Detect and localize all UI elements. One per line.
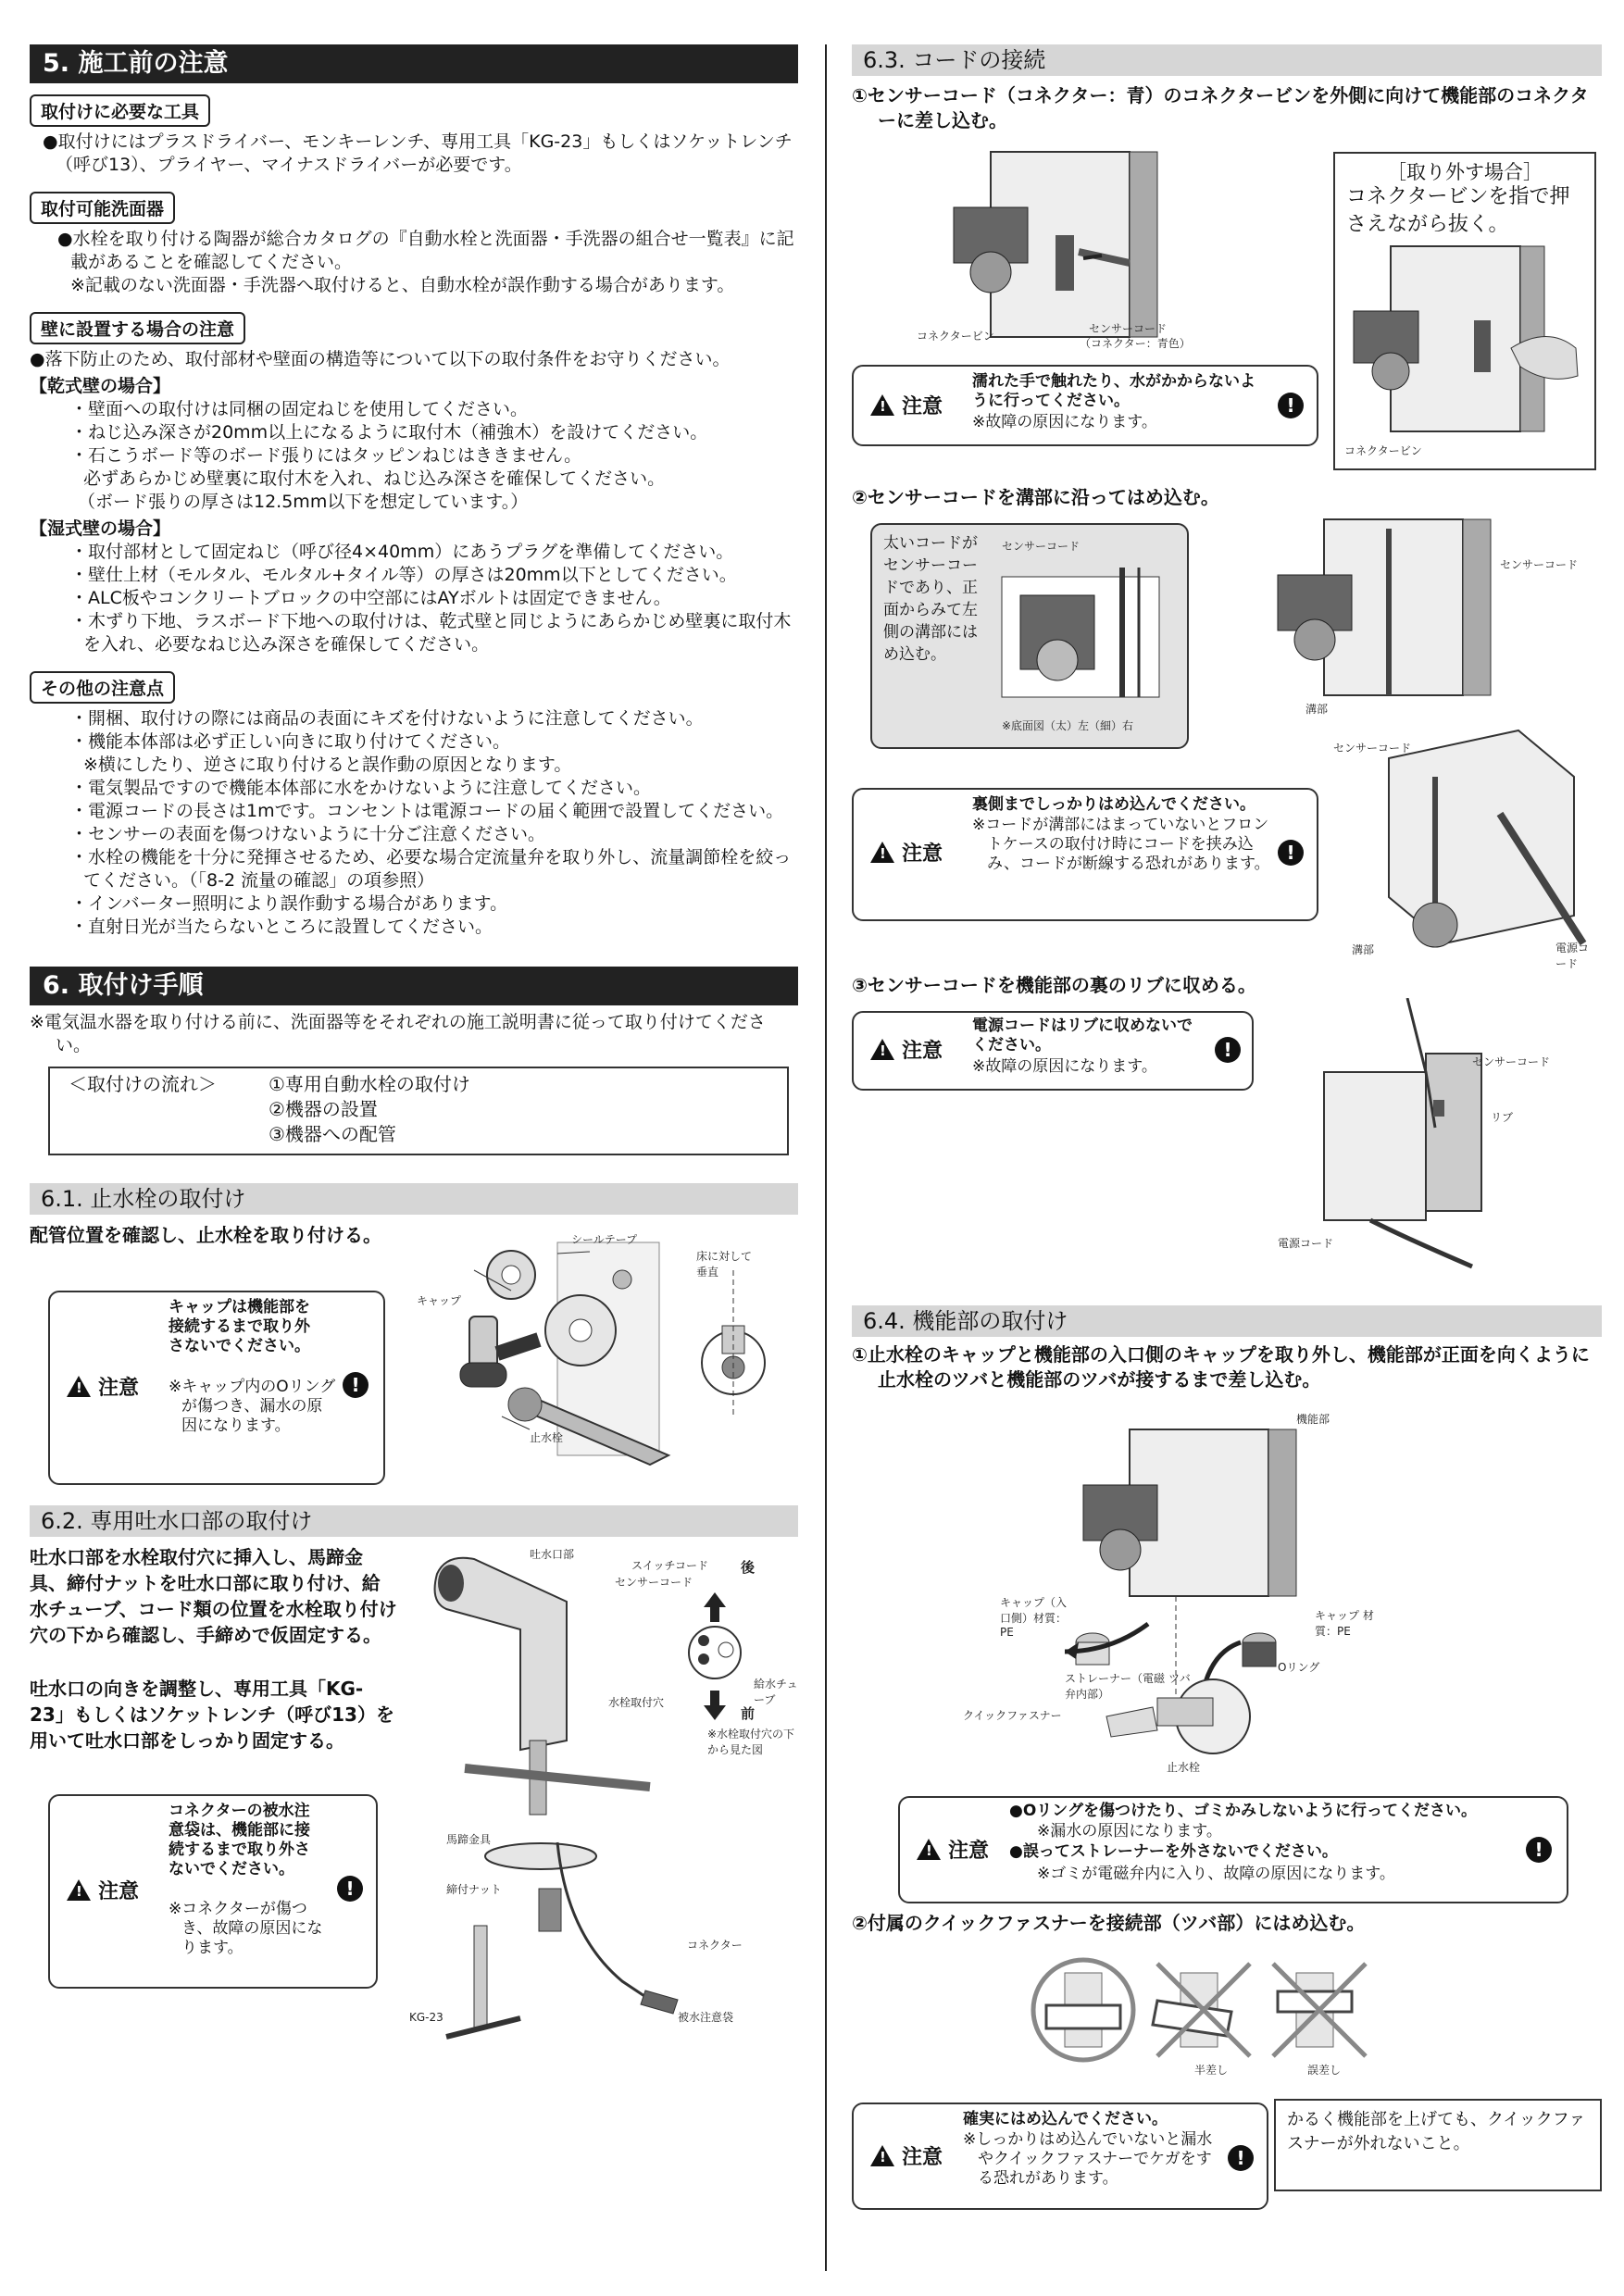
wet-wall-title: 【湿式壁の場合】: [30, 518, 171, 539]
exclamation-icon: !: [1278, 840, 1304, 866]
tools-title: 取付けに必要な工具: [30, 94, 210, 127]
caution-box-6-1: [48, 1291, 385, 1485]
section-6-4-title: 6.4. 機能部の取付け: [852, 1305, 1602, 1337]
step-6-3-2: ②センサーコードを溝部に沿ってはめ込む。: [852, 486, 1219, 508]
tools-text: ●取付けにはプラスドライバー、モンキーレンチ、専用工具「KG-23」もしくはソケットレンチ（呼び13）、プライヤー、マイナスドライバーが必要です。: [43, 131, 793, 175]
step-6-2-text2: 吐水口の向きを調整し、専用工具「KG-23」もしくはソケットレンチ（呼び13）を用いて吐水口部をしっかり固定する。: [30, 1678, 394, 1752]
label-waterproof-bag: 被水注意袋: [678, 2011, 734, 2024]
dry-item: ・ねじ込み深さが20mm以上になるように取付木（補強木）を設けてください。: [70, 422, 708, 443]
label-stop-valve: 止水栓: [1167, 1761, 1201, 1774]
removal-box: [1333, 152, 1596, 470]
caution-box-6-4-2: [852, 2103, 1268, 2210]
caution-bold: 電源コードはリブに収めないでください。: [972, 1017, 1193, 1054]
groove-diagram-2: [1333, 721, 1602, 971]
install-flow-box: [48, 1067, 789, 1155]
section-6-title: 6. 取付け手順: [30, 967, 798, 1005]
check-text: かるく機能部を上げても、クイックファスナーが外れないこと。: [1287, 2110, 1586, 2153]
label-seal-tape: シールテープ: [571, 1233, 638, 1246]
label-connector: コネクター: [687, 1939, 743, 1952]
flow-item: ①専用自動水栓の取付け: [269, 1073, 470, 1095]
caution-bold: コネクターの被水注意袋は、機能部に接続するまで取り外さないでください。: [169, 1802, 310, 1878]
other-title: その他の注意点: [30, 671, 175, 704]
label-strainer: ストレーナー（電磁弁内部）: [1065, 1672, 1166, 1701]
section-6-intro: ※電気温水器を取り付ける前に、洗面器等をそれぞれの施工説明書に従って取り付けてください。: [30, 1012, 766, 1055]
caution-box-6-4-1: [898, 1796, 1568, 1903]
label-sensor-cord: センサーコード: [615, 1576, 693, 1589]
spout-diagram: [409, 1537, 798, 2083]
caution-bold-2: ●誤ってストレーナーを外さないでください。: [1009, 1842, 1338, 1861]
step-6-3-1-figures: [852, 133, 1602, 485]
caution-bold: キャップは機能部を接続するまで取り外さないでください。: [169, 1298, 310, 1355]
warning-triangle-icon: [67, 1879, 91, 1901]
label-groove-2: 溝部: [1352, 943, 1375, 956]
wet-item: ・取付部材として固定ねじ（呼び径4×40mm）にあうプラグを準備してください。: [70, 542, 734, 562]
groove-illustration: [1222, 510, 1602, 714]
removal-title: ［取り外す場合］: [1387, 161, 1543, 183]
spout-illustration: [409, 1537, 798, 2083]
fastener-diagram: [1028, 1954, 1398, 2075]
dry-item: （ボード張りの厚さは12.5mm以下を想定しています。）: [78, 492, 529, 512]
label-half-inserted: 半差し: [1194, 2064, 1229, 2077]
step-6-4-1-figures: [852, 1392, 1602, 1911]
caution-label: ! 注意: [870, 2141, 943, 2170]
step-6-1-text: 配管位置を確認し、止水栓を取り付ける。: [30, 1224, 381, 1246]
other-item: ・水栓の機能を十分に発揮させるため、必要な場合定流量弁を取り外し、流量調節栓を絞ってください。（「8-2 流量の確認」の項参照）: [70, 847, 792, 891]
label-sensor-cord-2: センサーコード: [1333, 742, 1412, 755]
other-item: ・インバーター照明により誤作動する場合があります。: [70, 893, 508, 914]
flow-item: ②機器の設置: [269, 1098, 378, 1120]
section-6-2-title: 6.2. 専用吐水口部の取付け: [30, 1505, 798, 1537]
label-water-tube: 給水チューブ: [754, 1678, 798, 1706]
label-front: 前: [741, 1705, 756, 1722]
other-item: ・電気製品ですので機能本体部に水をかけないように注意してください。: [70, 778, 652, 798]
exclamation-icon: !: [337, 1876, 363, 1902]
label-sensor-cord: センサーコード: [1089, 322, 1168, 335]
connector-diagram: [917, 143, 1222, 356]
step-6-2-text1: 吐水口部を水栓取付穴に挿入し、馬蹄金具、締付ナットを吐水口部に取り付け、給水チューブ、コード類の位置を水栓取り付け穴の下から確認し、手締めで仮固定する。: [30, 1546, 397, 1646]
label-nut: 締付ナット: [446, 1883, 502, 1896]
section-6-2-body: [30, 1537, 798, 2083]
caution-note: ※キャップ内のOリングが傷つき、漏水の原因になります。: [169, 1378, 336, 1435]
function-unit-diagram: [926, 1411, 1518, 1772]
label-connector-blue: （コネクター：青色）: [1080, 337, 1191, 350]
basin-text: ●水栓を取り付ける陶器が総合カタログの『自動水栓と洗面器・手洗器の組合せ一覧表』に記載があることを確認してください。: [57, 229, 794, 272]
label-switch-cord: スイッチコード: [631, 1559, 709, 1572]
label-connector-pin: コネクタービン: [917, 330, 994, 343]
caution-box-6-2: [48, 1794, 378, 1989]
section-6-1-title: 6.1. 止水栓の取付け: [30, 1183, 798, 1215]
thick-cord-note: [870, 523, 1189, 749]
other-item: ・直射日光が当たらないところに設置してください。: [70, 917, 493, 937]
dry-item: ・石こうボード等のボード張りにはタッピンねじはききません。: [70, 445, 582, 466]
fastener-illustration: [1028, 1954, 1398, 2075]
caution-note: ※しっかりはめ込んでいないと漏水やクイックファスナーでケガをする恐れがあります。: [963, 2130, 1213, 2188]
basin-note: ※記載のない洗面器・手洗器へ取付けると、自動水栓が誤作動する場合があります。: [70, 275, 735, 295]
column-divider: [825, 44, 827, 2271]
label-cap-inlet: キャップ（入口側）材質：PE: [1000, 1596, 1068, 1639]
label-cap: キャップ: [417, 1294, 462, 1307]
other-item: ※横にしたり、逆さに取り付けると誤作動の原因となります。: [83, 755, 572, 775]
label-vertical: 床に対して垂直: [696, 1250, 753, 1279]
dry-item: ・壁面への取付けは同梱の固定ねじを使用してください。: [70, 399, 529, 419]
label-power-cord: 電源コード: [1278, 1237, 1334, 1250]
caution-note: ※故障の原因になります。: [972, 413, 1157, 431]
rib-diagram: [1268, 998, 1602, 1276]
step-6-3-3-figures: [852, 998, 1602, 1276]
caution-label: ! 注意: [67, 1876, 139, 1904]
label-faucet-hole: 水栓取付穴: [608, 1696, 665, 1709]
warning-triangle-icon: [67, 1376, 91, 1397]
warning-triangle-icon: [870, 1039, 894, 1060]
step-6-3-3: ③センサーコードを機能部の裏のリブに収める。: [852, 974, 1256, 996]
caution-label: ! 注意: [917, 1835, 989, 1864]
thick-cord-text: 太いコードがセンサーコードであり、正面からみて左側の溝部にはめ込む。: [883, 534, 978, 664]
step-6-3-2-figures: [852, 510, 1602, 973]
label-function-unit: 機能部: [1296, 1413, 1330, 1426]
groove-illustration-2: [1333, 721, 1602, 971]
flow-label: ＜取付けの流れ＞: [69, 1073, 217, 1095]
caution-note-2: ※ゴミが電磁弁内に入り、故障の原因になります。: [1037, 1865, 1395, 1883]
label-wrong-insert: 誤差し: [1307, 2064, 1342, 2077]
label-view-from-below: ※水栓取付穴の下から見た図: [707, 1728, 795, 1756]
warning-triangle-icon: [870, 842, 894, 863]
section-6-3-title: 6.3. コードの接続: [852, 44, 1602, 76]
bottom-view-illustration: [993, 558, 1178, 716]
label-back: 後: [741, 1559, 756, 1576]
basin-title: 取付可能洗面器: [30, 192, 175, 224]
section-5-title: 5. 施工前の注意: [30, 44, 798, 83]
other-item: ・機能本体部は必ず正しい向きに取り付けてください。: [70, 731, 511, 752]
step-6-4-1: ①止水栓のキャップと機能部の入口側のキャップを取り外し、機能部が正面を向くように止水栓のツバと機能部のツバが接するまで差し込む。: [852, 1343, 1590, 1391]
label-power-cord: 電源コード: [1555, 942, 1590, 970]
connector-illustration: [917, 143, 1222, 356]
caution-note: ※コネクターが傷つき、故障の原因になります。: [169, 1900, 323, 1957]
exclamation-icon: !: [1228, 2145, 1254, 2171]
caution-note: ※コードが溝部にはまっていないとフロントケースの取付け時にコードを挟み込み、コードが断線する恐れがあります。: [972, 816, 1270, 873]
warning-triangle-icon: [917, 1839, 941, 1860]
dry-item: 必ずあらかじめ壁裏に取付木を入れ、ねじ込み深さを確保してください。: [83, 468, 666, 489]
removal-illustration: [1335, 237, 1594, 468]
label-spout: 吐水口部: [530, 1548, 575, 1561]
label-sensor-cord: センサーコード: [1472, 1055, 1551, 1068]
label-sensor-small: センサーコード: [1002, 540, 1081, 553]
caution-note: ※故障の原因になります。: [972, 1057, 1157, 1076]
groove-diagram: [1222, 510, 1602, 714]
stop-valve-diagram: [409, 1215, 798, 1492]
caution-box-6-3-1: [852, 365, 1318, 446]
step-6-3-1: ①センサーコード（コネクター：青）のコネクタービンを外側に向けて機能部のコネクターに差し込む。: [852, 84, 1589, 131]
check-box: [1274, 2099, 1602, 2191]
caution-label: ! 注意: [870, 391, 943, 419]
label-groove: 溝部: [1305, 703, 1329, 716]
label-rib: リブ: [1491, 1111, 1514, 1124]
wet-item: ・ALC板やコンクリートブロックの中空部にはAYボルトは固定できません。: [70, 588, 671, 608]
caution-box-6-3-3: [852, 1011, 1254, 1091]
caution-bold: 裏側までしっかりはめ込んでください。: [972, 795, 1255, 814]
caution-box-6-3-2: [852, 788, 1318, 921]
exclamation-icon: !: [343, 1372, 369, 1398]
label-bottom-view: ※底面図（太）左（細）右: [1002, 719, 1134, 732]
caution-bold: 濡れた手で触れたり、水がかからないように行ってください。: [972, 372, 1255, 410]
wet-item: ・壁仕上材（モルタル、モルタル+タイル等）の厚さは20mm以下としてください。: [70, 565, 737, 585]
label-quick-fastener: クイックファスナー: [963, 1709, 1062, 1722]
warning-triangle-icon: [870, 2145, 894, 2166]
removal-text: コネクタービンを指で押さえながら抜く。: [1346, 185, 1570, 236]
label-stop-valve: 止水栓: [530, 1431, 564, 1444]
rib-illustration: [1268, 998, 1602, 1276]
left-column: [30, 44, 798, 2083]
wall-text: ●落下防止のため、取付部材や壁面の構造等について以下の取付条件をお守りください。: [30, 349, 731, 369]
label-flange: ツバ: [1168, 1672, 1191, 1685]
flow-item: ③機器への配管: [269, 1123, 396, 1145]
label-sensor-cord: センサーコード: [1500, 558, 1579, 571]
label-connector-pin-2: コネクタービン: [1344, 444, 1422, 457]
exclamation-icon: !: [1215, 1037, 1241, 1063]
wet-item: ・木ずり下地、ラスボード下地への取付けは、乾式壁と同じようにあらかじめ壁裏に取付木を入れ、必要なねじ込み深さを確保してください。: [70, 611, 792, 655]
step-6-4-2: ②付属のクイックファスナーを接続部（ツバ部）にはめ込む。: [852, 1912, 1366, 1934]
caution-note-1: ※漏水の原因になります。: [1037, 1822, 1222, 1841]
section-6-1-body: [30, 1215, 798, 1492]
other-item: ・開梱、取付けの際には商品の表面にキズを付けないように注意してください。: [70, 708, 704, 729]
caution-bold: 確実にはめ込んでください。: [963, 2110, 1168, 2128]
other-item: ・電源コードの長さは1mです。コンセントは電源コードの届く範囲で設置してください。: [70, 801, 784, 821]
warning-triangle-icon: [870, 394, 894, 416]
caution-label: ! 注意: [870, 1035, 943, 1064]
label-kg23: KG-23: [409, 2011, 443, 2024]
caution-label: ! 注意: [67, 1372, 139, 1401]
wall-title: 壁に設置する場合の注意: [30, 312, 245, 344]
dry-wall-title: 【乾式壁の場合】: [30, 376, 171, 396]
other-item: ・センサーの表面を傷つけないように十分ご注意ください。: [70, 824, 546, 844]
label-horseshoe: 馬蹄金具: [446, 1833, 492, 1846]
caution-bold-1: ●Oリングを傷つけたり、ゴミかみしないように行ってください。: [1009, 1802, 1477, 1820]
label-cap: キャップ 材質：PE: [1315, 1609, 1374, 1638]
exclamation-icon: !: [1526, 1837, 1552, 1863]
step-6-4-2-figures: [852, 1936, 1602, 2214]
caution-label: ! 注意: [870, 838, 943, 867]
exclamation-icon: !: [1278, 393, 1304, 418]
label-oring: Oリング: [1278, 1661, 1320, 1674]
right-column: [852, 44, 1602, 2214]
